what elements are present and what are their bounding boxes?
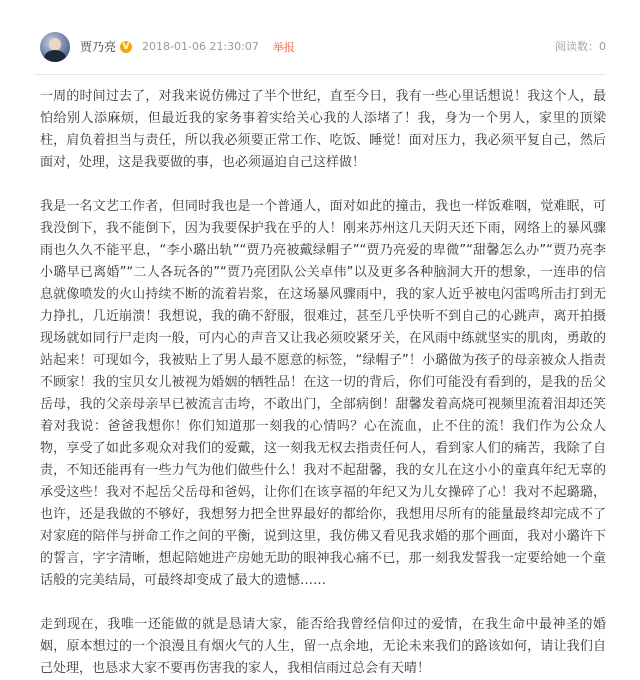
- header-divider: [34, 74, 606, 75]
- report-link[interactable]: 举报: [272, 40, 295, 54]
- read-count: 阅读数：0: [555, 40, 606, 53]
- post-paragraph-3: 走到现在，我唯一还能做的就是恳请大家，能否给我曾经信仰过的爱情，在我生命中最神圣的婚姻，原本想过的一个浪漫且有烟火气的人生，留一点余地，无论未来我们的路该如何，请让我们自己处理，也恳求大家不要再伤害我的家人，我相信雨过总会有天晴！: [40, 617, 606, 676]
- post-header: [0, 0, 640, 78]
- avatar-body: [44, 50, 66, 62]
- post-meta: [80, 38, 295, 55]
- post-paragraph-2: 我是一名文艺工作者，但同时我也是一个普通人，面对如此的撞击，我也一样饭难咽，觉难眠，可我没倒下，我不能倒下，因为我要保护我在乎的人！刚来苏州这几天阴天还下雨，网络上的暴风骤雨也久久不能平息，“李小璐出轨”“贾乃亮被戴绿帽子”“贾乃亮爱的卑微”“甜馨怎么办”“贾乃亮李小璐早已离婚”“二人各玩各的”“贾乃亮团队公关卓伟”以及更多各种脑洞大开的想象，一连串的信息就像喷发的火山持续不断的流着岩浆，在这场暴风骤雨中，我的家人近乎被电闪雷鸣所击打到无力挣扎，几近崩溃！我想说，我的确不舒服，很难过，甚至几乎快听不到自己的心跳声，离开拍摄现场就如同行尸走肉一般，可内心的声音又让我必须咬紧牙关，在风雨中练就坚实的肌肉，勇敢的站起来！可现如今，我被贴上了男人最不愿意的标签，“绿帽子”！小璐做为孩子的母亲被众人指责不顾家！我的宝贝女儿被视为婚姻的牺牲品！在这一切的背后，你们可能没有看到的，是我的岳父岳母，我的父亲母亲早已被流言击垮，不敢出门，全部病倒！甜馨发着高烧可视频里流着泪却还笑着对我说：爸爸我想你！你们知道那一刻我的心情吗？心在流血，止不住的流！我们作为公众人物，享受了如此多观众对我们的爱戴，这一刻我无权去指责任何人，看到家人们的痛苦，我除了自责，不知还能再有一些力气为他们做些什么！我对不起甜馨，我的女儿在这小小的童真年纪无辜的承受这些！我对不起岳父岳母和爸妈，让你们在该享福的年纪又为儿女操碎了心！我对不起璐璐，也许，还是我做的不够好，我想努力把全世界最好的都给你，我想用尽所有的能量最终却完成不了对家庭的陪伴与拼命工作之间的平衡，说到这里，我仿佛又看见我求婚的那个画面，我对小璐许下的誓言，字字清晰，想起陪她进产房她无助的眼神我心痛不已，那一刻我发誓我一定要给她一个童话般的完美结局，可最终却变成了最大的遗憾……: [40, 199, 606, 588]
- avatar[interactable]: [40, 32, 70, 62]
- username-link[interactable]: 贾乃亮: [80, 40, 117, 54]
- post-body: [40, 86, 606, 680]
- post-timestamp: 2018-01-06 21:30:07: [142, 40, 259, 53]
- verified-badge-icon: V: [120, 41, 132, 53]
- post-paragraph-1: 一周的时间过去了，对我来说仿佛过了半个世纪，直至今日，我有一些心里话想说！我这个人，最怕给别人添麻烦，但最近我的家务事着实给关心我的人添堵了！我，身为一个男人，家里的顶梁柱，肩负着担当与责任，所以我必须要正常工作、吃饭、睡觉！面对压力，我必须平复自己，然后面对，处理，这是我要做的事，也必须逼迫自己这样做！: [40, 89, 606, 170]
